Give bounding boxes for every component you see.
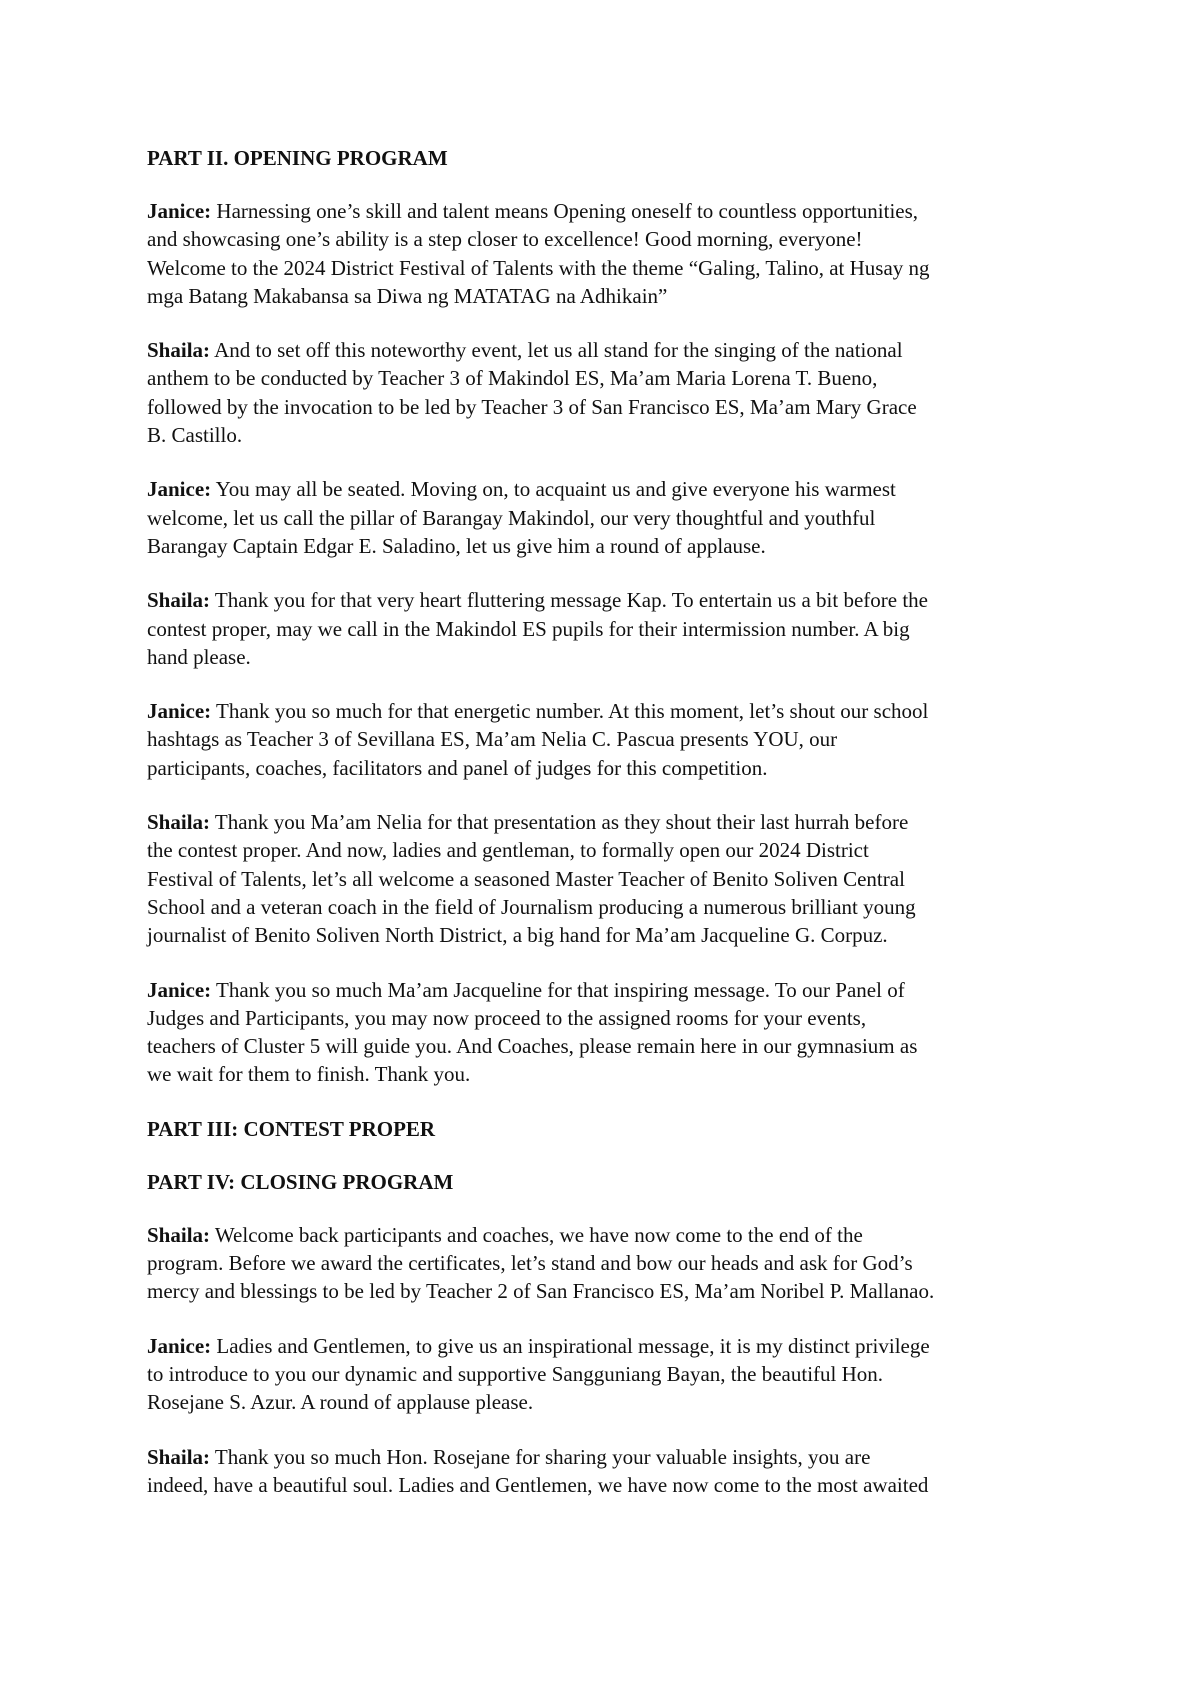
line-text: anthem to be conducted by Teacher 3 of Makindol ES, Ma’am Maria Lorena T. Bueno, [147, 366, 878, 391]
line-text: program. Before we award the certificates, let’s stand and bow our heads and ask for God’s [147, 1251, 913, 1276]
speaker-name: Janice: [147, 199, 212, 223]
line-text: to introduce to you our dynamic and supportive Sangguniang Bayan, the beautiful Hon. [147, 1361, 884, 1386]
line-text: Thank you Ma’am Nelia for that presentation as they shout their last hurrah before [214, 810, 909, 835]
line-text: we wait for them to finish. Thank you. [147, 1062, 471, 1087]
paragraph-line [147, 336, 1060, 364]
paragraph-line [147, 1388, 1060, 1416]
line-text: Thank you so much Hon. Rosejane for sharing your valuable insights, you are [214, 1444, 871, 1469]
paragraph-line [147, 615, 1060, 643]
section-heading: PART IV: CLOSING PROGRAM [147, 1169, 454, 1194]
line-text: Festival of Talents, let’s all welcome a seasoned Master Teacher of Benito Soliven Central [147, 866, 905, 891]
line-text: welcome, let us call the pillar of Barangay Makindol, our very thoughtful and youthful [147, 505, 876, 530]
dialogue-paragraph [147, 1443, 1060, 1500]
paragraph-line [147, 865, 1060, 893]
paragraph-line [147, 1004, 1060, 1032]
paragraph-line [147, 1060, 1060, 1088]
paragraph-line [147, 586, 1060, 614]
paragraph-line [147, 475, 1060, 503]
line-text: Thank you so much Ma’am Jacqueline for that inspiring message. To our Panel of [216, 977, 905, 1002]
paragraph-line [147, 197, 1060, 225]
section-heading: PART III: CONTEST PROPER [147, 1116, 436, 1141]
line-text: Thank you for that very heart fluttering message Kap. To entertain us a bit before the [214, 588, 928, 613]
paragraph-line [147, 1332, 1060, 1360]
speaker-name: Shaila: [147, 338, 211, 363]
paragraph-line [147, 697, 1060, 725]
dialogue-paragraph [147, 1221, 1060, 1306]
line-text: Barangay Captain Edgar E. Saladino, let us give him a round of applause. [147, 533, 766, 558]
paragraph-line [147, 1443, 1060, 1471]
dialogue-paragraph [147, 808, 1060, 949]
paragraph-line [147, 393, 1060, 421]
line-text: followed by the invocation to be led by Teacher 3 of San Francisco ES, Ma’am Mary Grace [147, 394, 917, 419]
line-text: hashtags as Teacher 3 of Sevillana ES, Ma’am Nelia C. Pascua presents YOU, our [147, 727, 838, 752]
dialogue-paragraph [147, 586, 1060, 671]
speaker-name: Shaila: [147, 810, 211, 835]
speaker-name: Janice: [147, 699, 212, 724]
line-text: contest proper, may we call in the Makindol ES pupils for their intermission number. A big [147, 616, 910, 641]
line-text: Harnessing one’s skill and talent means Opening oneself to countless opportunities, [216, 199, 919, 223]
line-text: And to set off this noteworthy event, let us all stand for the singing of the national [214, 338, 903, 363]
paragraph-line [147, 893, 1060, 921]
paragraph-line [147, 225, 1060, 253]
line-text: teachers of Cluster 5 will guide you. And Coaches, please remain here in our gymnasium as [147, 1034, 918, 1059]
paragraph-line [147, 921, 1060, 949]
paragraph-line [147, 254, 1060, 282]
dialogue-paragraph [147, 1332, 1060, 1417]
paragraph-line [147, 1471, 1060, 1499]
speaker-name: Janice: [147, 477, 212, 502]
line-text: participants, coaches, facilitators and panel of judges for this competition. [147, 755, 768, 780]
paragraph-line [147, 976, 1060, 1004]
line-text: Welcome back participants and coaches, we have now come to the end of the [214, 1222, 863, 1247]
paragraph-line [147, 532, 1060, 560]
dialogue-paragraph [147, 336, 1060, 449]
paragraph-line [147, 836, 1060, 864]
paragraph-line [147, 364, 1060, 392]
line-text: the contest proper. And now, ladies and gentleman, to formally open our 2024 District [147, 838, 869, 863]
line-text: Rosejane S. Azur. A round of applause please. [147, 1390, 534, 1415]
paragraph-line [147, 282, 1060, 310]
line-text: mercy and blessings to be led by Teacher 2 of San Francisco ES, Ma’am Noribel P. Mallanao. [147, 1279, 935, 1304]
line-text: Thank you so much for that energetic number. At this moment, let’s shout our school [216, 699, 929, 724]
paragraph-line [147, 754, 1060, 782]
line-text: and showcasing one’s ability is a step closer to excellence! Good morning, everyone! [147, 227, 863, 252]
line-text: journalist of Benito Soliven North District, a big hand for Ma’am Jacqueline G. Corpuz. [147, 923, 888, 948]
paragraph-line [147, 1360, 1060, 1388]
line-text: You may all be seated. Moving on, to acquaint us and give everyone his warmest [215, 477, 896, 502]
line-text: mga Batang Makabansa sa Diwa ng MATATAG na Adhikain” [147, 283, 668, 308]
paragraph-line [147, 1032, 1060, 1060]
line-text: hand please. [147, 644, 251, 669]
paragraph-line [147, 725, 1060, 753]
paragraph-line [147, 421, 1060, 449]
line-text: School and a veteran coach in the field of Journalism producing a numerous brilliant young [147, 894, 916, 919]
paragraph-line [147, 504, 1060, 532]
dialogue-paragraph [147, 475, 1060, 560]
paragraph-line [147, 808, 1060, 836]
dialogue-paragraph [147, 976, 1060, 1089]
line-text: Judges and Participants, you may now proceed to the assigned rooms for your events, [147, 1005, 867, 1030]
paragraph-line [147, 643, 1060, 671]
paragraph-line [147, 1221, 1060, 1249]
paragraph-line [147, 1277, 1060, 1305]
line-text: indeed, have a beautiful soul. Ladies and Gentlemen, we have now come to the most awaited [147, 1472, 929, 1497]
dialogue-paragraph [147, 697, 1060, 782]
speaker-name: Shaila: [147, 1222, 211, 1247]
speaker-name: Shaila: [147, 588, 211, 613]
dialogue-paragraph [147, 197, 1060, 310]
speaker-name: Janice: [147, 1333, 212, 1358]
line-text: Welcome to the 2024 District Festival of Talents with the theme “Galing, Talino, at Husay ng [147, 255, 930, 280]
speaker-name: Janice: [147, 977, 212, 1002]
speaker-name: Shaila: [147, 1444, 211, 1469]
line-text: Ladies and Gentlemen, to give us an inspirational message, it is my distinct privilege [216, 1333, 930, 1358]
paragraph-line [147, 1249, 1060, 1277]
section-heading: PART II. OPENING PROGRAM [147, 146, 448, 170]
line-text: B. Castillo. [147, 423, 243, 448]
